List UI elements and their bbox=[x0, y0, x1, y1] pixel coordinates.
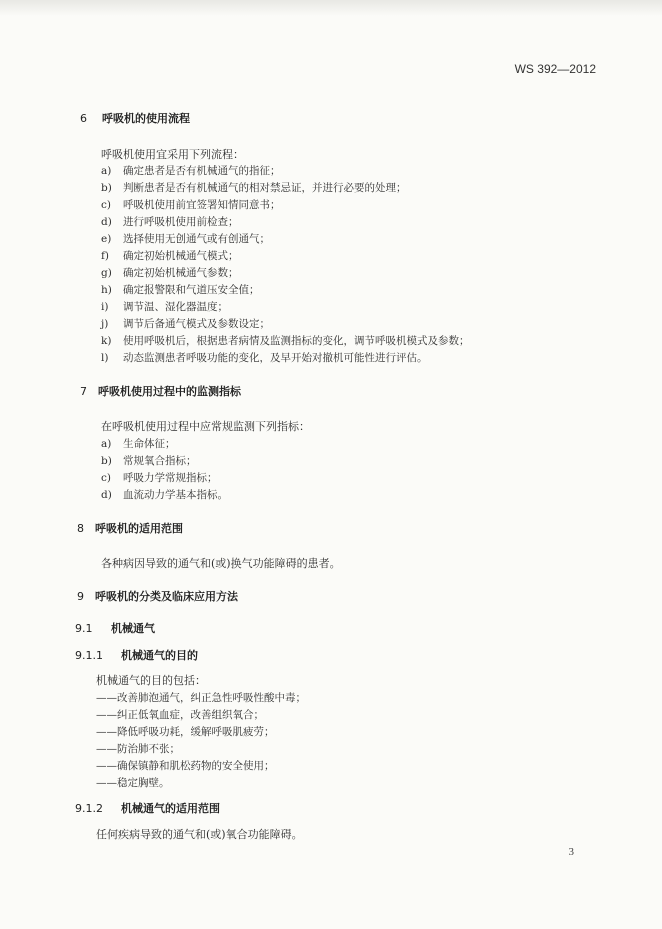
section-title: 呼吸机的分类及临床应用方法 bbox=[95, 590, 238, 603]
list-item: h) 确定报警限和气道压安全值； bbox=[101, 284, 260, 296]
section-8-heading bbox=[77, 520, 183, 536]
dash-item: ——稳定胸壁。 bbox=[96, 777, 170, 789]
section-number: 9.1 bbox=[75, 622, 93, 635]
section-number: 9.1.1 bbox=[75, 649, 103, 662]
page-number: 3 bbox=[568, 846, 574, 858]
section-9-1-heading bbox=[75, 620, 155, 636]
list-item: l) 动态监测患者呼吸功能的变化，及早开始对撤机可能性进行评估。 bbox=[101, 352, 428, 364]
section-number: 7 bbox=[80, 385, 87, 398]
section-number: 9 bbox=[77, 590, 84, 603]
list-item: i) 调节温、湿化器温度； bbox=[101, 301, 228, 313]
section-title: 机械通气的目的 bbox=[121, 649, 198, 662]
section-title: 机械通气 bbox=[111, 622, 155, 635]
list-item: c) 呼吸力学常规指标； bbox=[101, 472, 218, 484]
section-title: 呼吸机的适用范围 bbox=[95, 522, 183, 535]
section-number: 6 bbox=[80, 112, 87, 125]
section-number: 9.1.2 bbox=[75, 802, 103, 815]
list-item: a) 生命体征； bbox=[101, 438, 176, 450]
list-item: e) 选择使用无创通气或有创通气； bbox=[101, 233, 270, 245]
dash-item: ——防治肺不张； bbox=[96, 743, 180, 755]
dash-item: ——纠正低氧血症，改善组织氧合； bbox=[96, 709, 264, 721]
section-7-heading bbox=[80, 383, 241, 399]
section-9-1-2-heading bbox=[75, 800, 220, 816]
section-title: 呼吸机使用过程中的监测指标 bbox=[98, 385, 241, 398]
section-9-heading bbox=[77, 588, 238, 604]
list-item: d) 进行呼吸机使用前检查； bbox=[101, 216, 239, 228]
section-8-body: 各种病因导致的通气和(或)换气功能障碍的患者。 bbox=[101, 557, 341, 570]
dash-item: ——降低呼吸功耗，缓解呼吸肌疲劳； bbox=[96, 726, 275, 738]
list-item: f) 确定初始机械通气模式； bbox=[101, 250, 239, 262]
section-6-heading bbox=[80, 110, 190, 126]
scan-edge-shadow bbox=[0, 0, 662, 16]
section-title: 呼吸机的使用流程 bbox=[102, 112, 190, 125]
section-title: 机械通气的适用范围 bbox=[121, 802, 220, 815]
list-item: a) 确定患者是否有机械通气的指征； bbox=[101, 165, 281, 177]
standard-code: WS 392—2012 bbox=[514, 62, 596, 76]
list-item: b) 判断患者是否有机械通气的相对禁忌证，并进行必要的处理； bbox=[101, 182, 407, 194]
section-9-1-1-heading bbox=[75, 647, 198, 663]
list-item: b) 常规氧合指标； bbox=[101, 455, 197, 467]
section-6-intro: 呼吸机使用宜采用下列流程： bbox=[101, 148, 244, 161]
list-item: k) 使用呼吸机后，根据患者病情及监测指标的变化，调节呼吸机模式及参数； bbox=[101, 335, 470, 347]
list-item: d) 血流动力学基本指标。 bbox=[101, 489, 228, 501]
dash-item: ——确保镇静和肌松药物的安全使用； bbox=[96, 760, 275, 772]
section-9-1-1-intro: 机械通气的目的包括： bbox=[96, 674, 206, 687]
list-item: g) 确定初始机械通气参数； bbox=[101, 267, 239, 279]
list-item: j) 调节后备通气模式及参数设定； bbox=[101, 318, 270, 330]
list-item: c) 呼吸机使用前宜签署知情同意书； bbox=[101, 199, 281, 211]
section-9-1-2-body: 任何疾病导致的通气和(或)氧合功能障碍。 bbox=[96, 828, 303, 841]
section-7-intro: 在呼吸机使用过程中应常规监测下列指标： bbox=[101, 420, 310, 433]
section-number: 8 bbox=[77, 522, 84, 535]
dash-item: ——改善肺泡通气，纠正急性呼吸性酸中毒； bbox=[96, 692, 306, 704]
